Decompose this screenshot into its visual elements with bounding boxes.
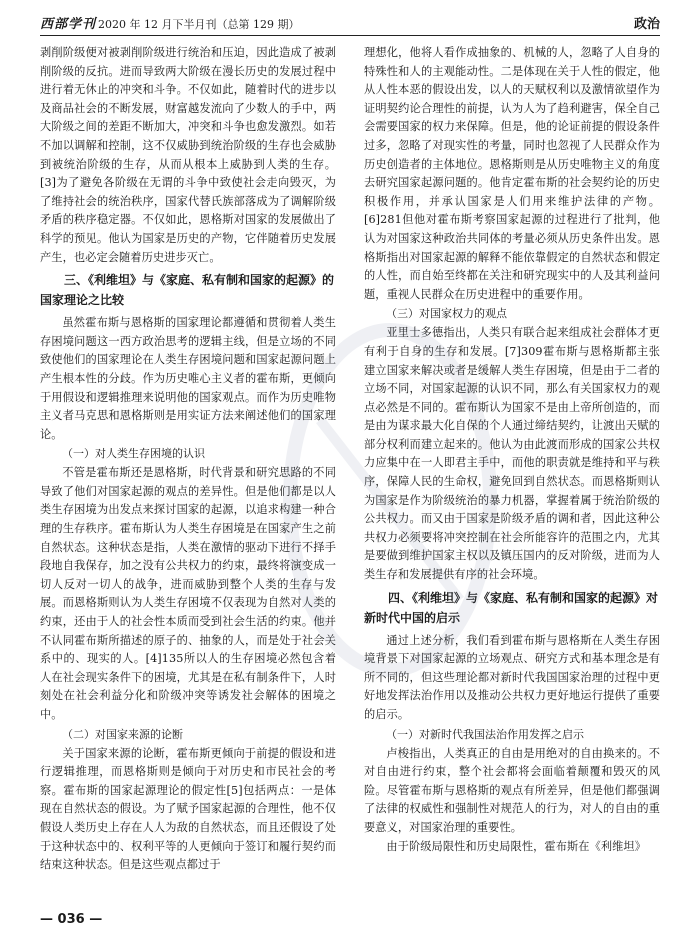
section-name: 政治 xyxy=(633,17,660,32)
journal-heading xyxy=(40,13,300,32)
body-paragraph: 虽然霍布斯与恩格斯的国家理论都遵循和贯彻着人类生存困境问题这一西方政治思考的逻辑主线，但是立场的不同致使他们的国家理论在人类生存困境问题和国家起源问题上产生根本性的分歧。作为历史唯心主义者的霍布斯，更倾向于用假设和逻辑推理来说明他的国家观点。而作为历史唯物主义者马克思和恩格斯则是用实证方法来阐述他们的国家理论。 xyxy=(40,316,336,441)
left-column xyxy=(40,44,336,904)
body-paragraph: 关于国家来源的论断，霍布斯更倾向于前提的假设和进行逻辑推理，而恩格斯则是倾向于对历史和市民社会的考察。霍布斯的国家起源理论的假定性[5]包括两点：一是体现在自然状态的假设。为了赋予国家起源的合理性，他不仅假设人类历史上存在人人为敌的自然状态，而且还假设了处于这种状态中的、权利平等的人更倾向于签订和履行契约而结束这种状态。但是这些观点都过于 xyxy=(40,746,336,872)
page-number: — 036 — xyxy=(40,912,103,927)
subsection-heading: （三）对国家权力的观点 xyxy=(386,307,507,321)
page-footer xyxy=(40,912,660,936)
body-paragraph: 通过上述分析，我们看到霍布斯与恩格斯在人类生存困境背景下对国家起源的立场观点、研究方式和基本理念是有所不同的，但这些理论都对新时代我国国家治理的过程中更好地发挥法治作用以及推动公共权力更好地运行提供了重要的启示。 xyxy=(364,633,660,721)
section-heading: 三、《利维坦》与《家庭、私有制和国家的起源》的国家理论之比较 xyxy=(40,273,335,308)
body-paragraph: 不管是霍布斯还是恩格斯，时代背景和研究思路的不同导致了他们对国家起源的观点的差异性。但是他们都是以人类生存困境为出发点来探讨国家的起源，以追求构建一种合理的生存秩序。霍布斯认为人类生存困境是在国家产生之前自然状态。这种状态是指，人类在激情的驱动下进行不择手段地自我保存，加之没有公共权力的约束，最终将演变成一切人反对一切人的战争，进而威胁到整个人类的生存与发展。而恩格斯则认为人类生存困境不仅表现为自然对人类的约束，还由于人的社会性本质而受到社会生活的约束。他并不认同霍布斯所描述的原子的、抽象的人，而是处于社会关系中的、现实的人。[4]135所以人的生存困境必然包含着人在社会现实条件下的困境，尤其是在私有制条件下，人时刻处在社会利益分化和阶级冲突等诱发社会解体的困境之中。 xyxy=(40,466,336,721)
body-paragraph: 剥削阶级便对被剥削阶级进行统治和压迫，因此造成了被剥削阶级的反抗。进而导致两大阶级在漫长历史的发展过程中进行着无休止的冲突和斗争。不仅如此，随着时代的进步以及商品社会的不断发展，财富越发流向了少数人的手中，两大阶级之间的差距不断加大，冲突和斗争也愈发激烈。如若不加以调解和控制，这不仅威胁到统治阶级的生存也会威胁到被统治阶级的生存，从而从根本上威胁到人类的生存。[3]为了避免各阶级在无谓的斗争中致使社会走向毁灭，为了维持社会的统治秩序，国家代替氏族部落成为了调解阶级矛盾的秩序稳定器。不仅如此，恩格斯对国家的发展做出了科学的预见。他认为国家是历史的产物，它伴随着历史发展产生，也必定会随着历史进步灭亡。 xyxy=(40,46,336,264)
journal-issue: 2020 年 12 月下半月刊（总第 129 期） xyxy=(98,18,300,31)
body-paragraph: 卢梭指出，人类真正的自由是用绝对的自由换来的。不对自由进行约束，整个社会都将会面临着颠覆和毁灭的风险。尽管霍布斯与恩格斯的观点有所差异，但是他们都强调了法律的权威性和强制性对规范人的行为，对人的自由的重要意义，对国家治理的重要性。 xyxy=(364,746,660,834)
body-paragraph: 由于阶级局限性和历史局限性，霍布斯在《利维坦》 xyxy=(386,839,647,853)
body-paragraph: 理想化，他将人看作成抽象的、机械的人，忽略了人自身的特殊性和人的主观能动性。二是体现在关于人性的假定，他从人性本恶的假设出发，以人的天赋权利以及激情欲望作为证明契约论合理性的前提，认为人为了趋利避害，保全自己会需要国家的权力来保障。但是，他的论证前提的假设条件过多，忽略了对现实性的考量，同时也忽视了人民群众作为历史创造者的主体地位。恩格斯则是从历史唯物主义的角度去研究国家起源问题的。他肯定霍布斯的社会契约论的历史积极作用，并承认国家是人们用来维护法律的产物。[6]281但他对霍布斯考察国家起源的过程进行了批判，他认为对国家这种政治共同体的考量必须从历史条件出发。恩格斯指出对国家起源的解释不能依靠假定的自然状态和假定的人性，而自始至终都在关注和研究现实中的人及其利益问题，重视人民群众在历史进程中的重要作用。 xyxy=(364,46,660,301)
section-heading: 四、《利维坦》与《家庭、私有制和国家的起源》对新时代中国的启示 xyxy=(364,590,659,625)
right-column xyxy=(364,44,660,904)
subsection-heading: （一）对新时代我国法治作用发挥之启示 xyxy=(386,727,584,741)
subsection-heading: （一）对人类生存困境的认识 xyxy=(62,447,205,461)
journal-logo: 西部学刊 xyxy=(40,17,97,32)
body-paragraph: 亚里士多德指出，人类只有联合起来组成社会群体才更有利于自身的生存和发展。[7]309霍布斯与恩格斯都主张建立国家来解决或者是缓解人类生存困境，但是由于二者的立场不同，对国家起源的认识不同，那么有关国家权力的观点必然是不同的。霍布斯认为国家不是由上帝所创造的，而是由为谋求最大化自保的个人通过缔结契约，让渡出天赋的部分权利而建立起来的。他认为由此渡而形成的国家公共权力应集中在一人即君主手中，而他的职责就是维持和平与秩序，保障人民的生命权，避免回到自然状态。而恩格斯则认为国家是作为阶级统治的暴力机器，掌握着属于统治阶级的公共权力。而又由于国家是阶级矛盾的调和者，因此这种公共权力必须要将冲突控制在社会所能容许的范围之内，尤其是要做到维护国家主权以及镇压国内的反对阶级，进而为人类生存和发展提供有序的社会环境。 xyxy=(364,326,660,582)
page-header xyxy=(40,10,660,36)
subsection-heading: （二）对国家来源的论断 xyxy=(62,727,183,741)
